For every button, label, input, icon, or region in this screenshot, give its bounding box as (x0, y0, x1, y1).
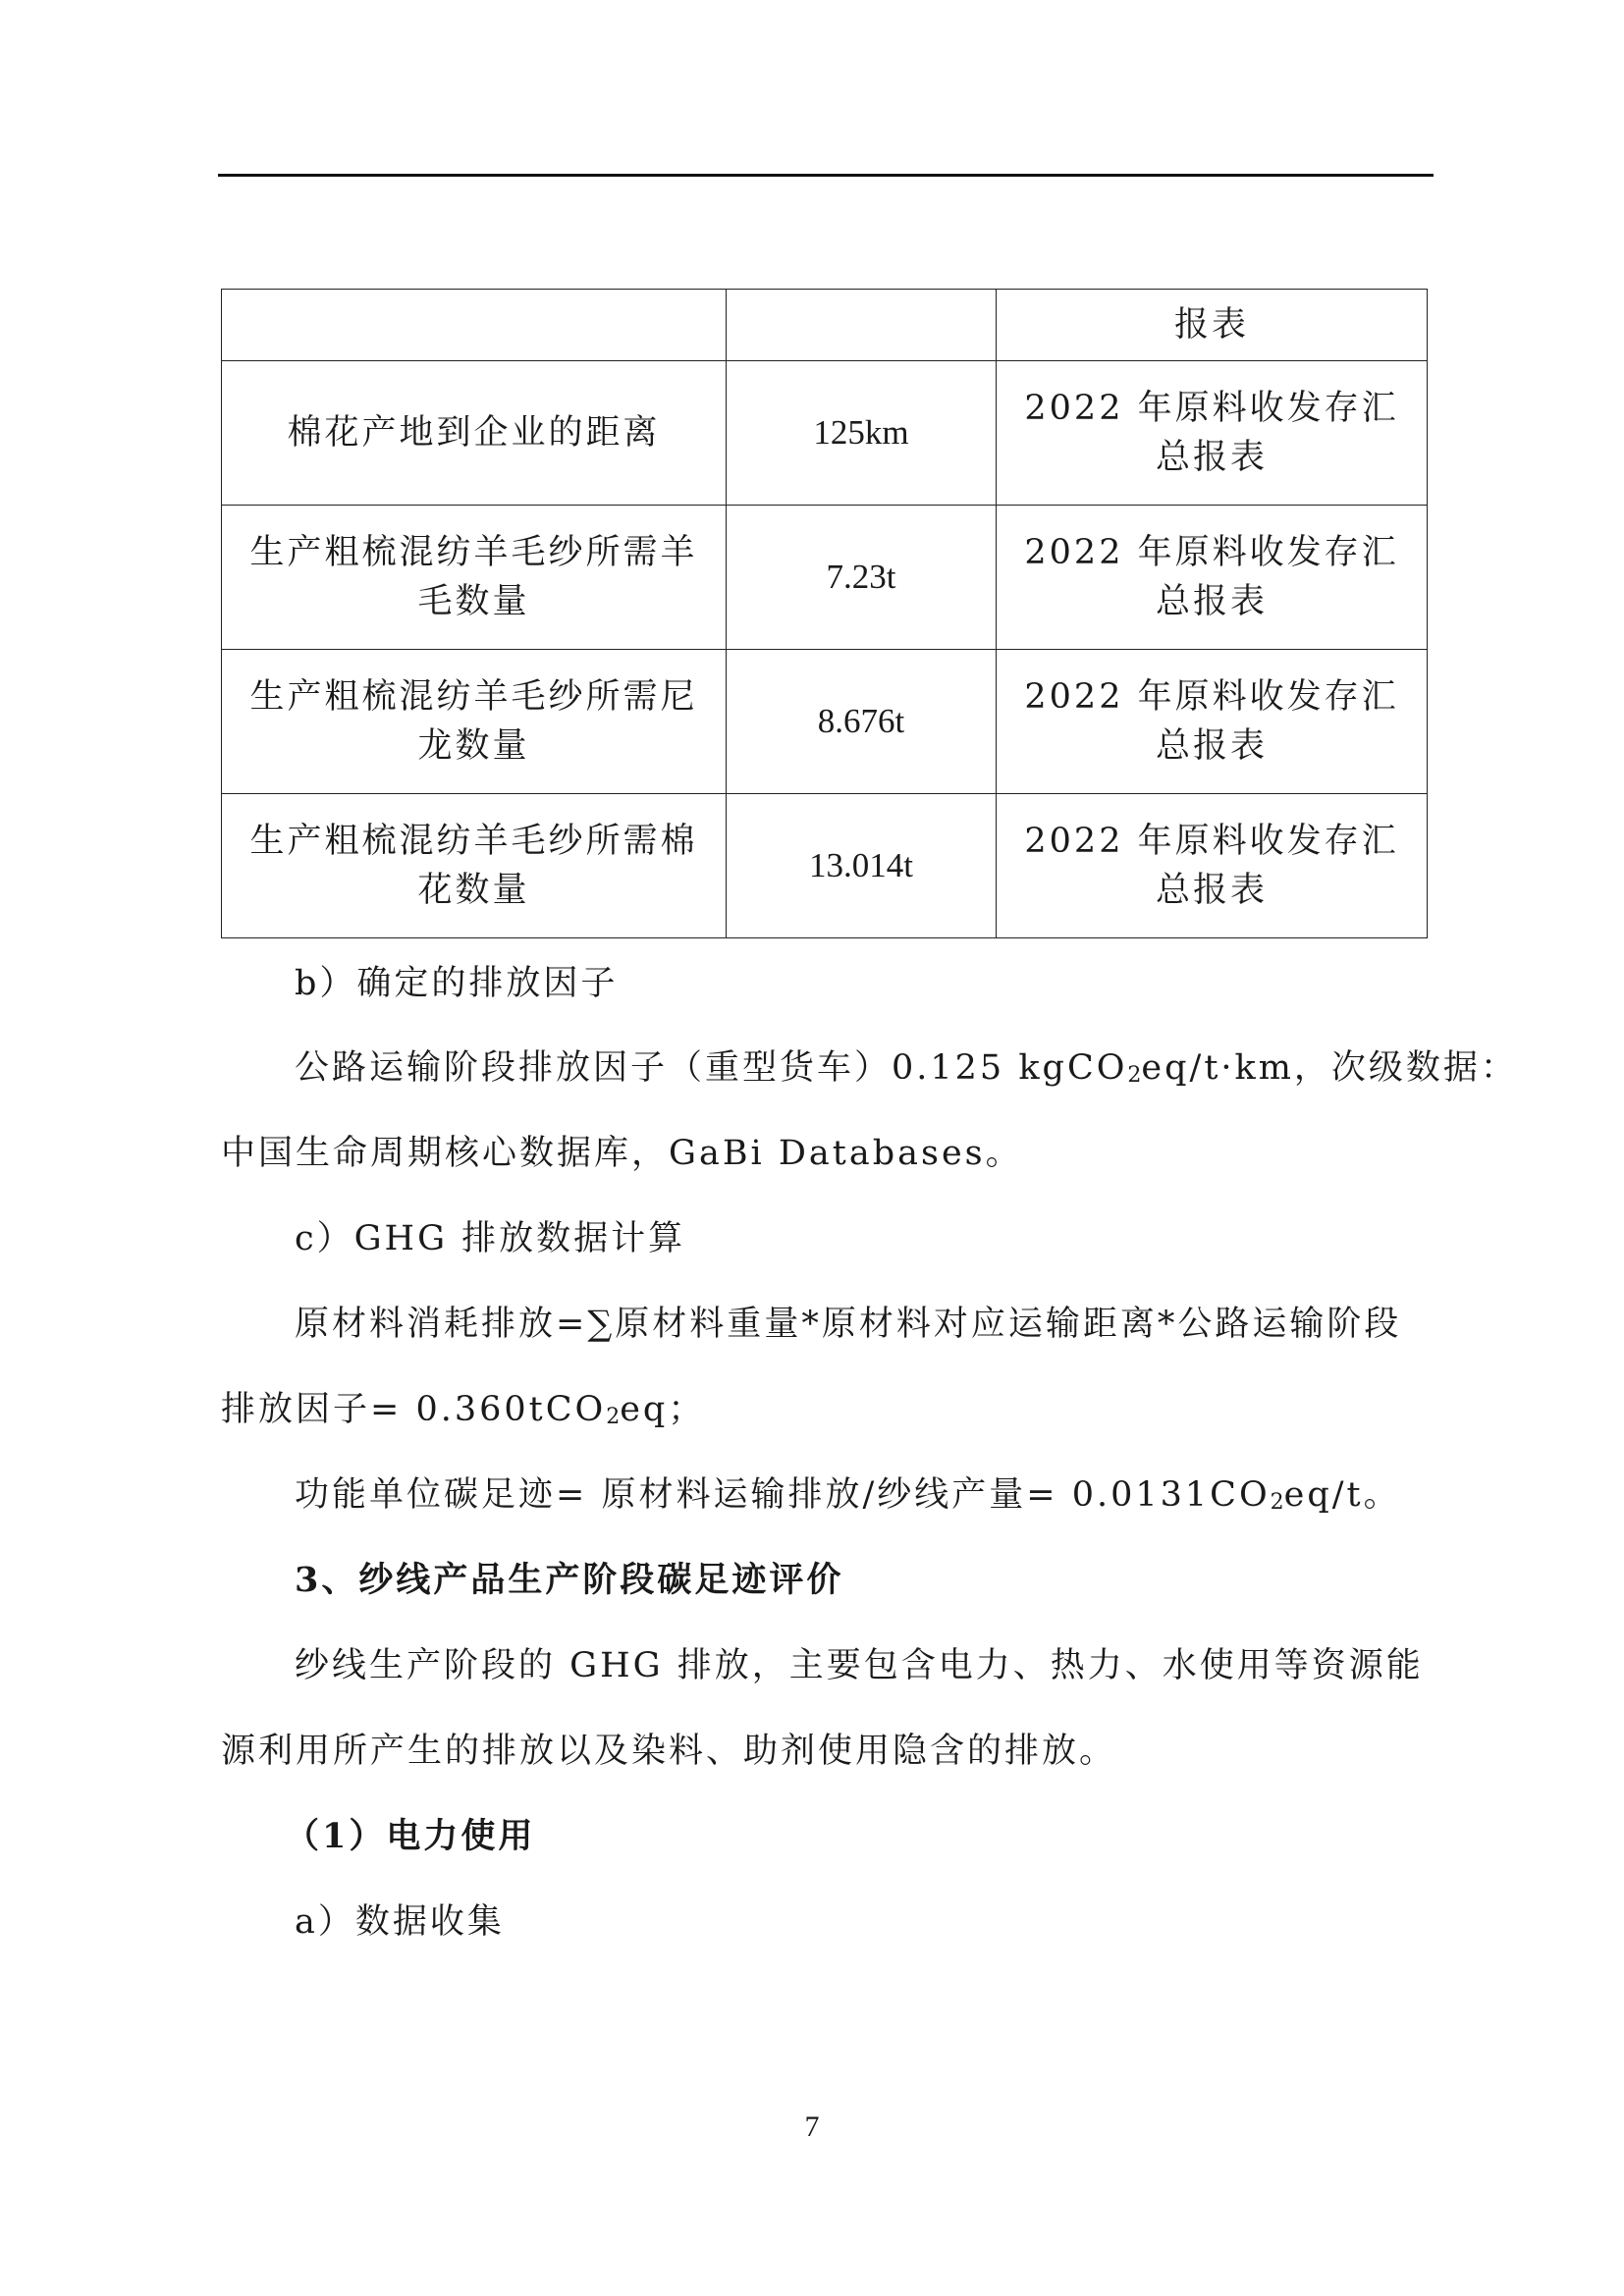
calc-line-2 (221, 1384, 1429, 1443)
collect-heading: a）数据收集 (295, 1902, 505, 1942)
footprint-line (295, 1469, 1429, 1528)
page-number: 7 (804, 2110, 820, 2143)
section-line-1: 纱线生产阶段的 GHG 排放，主要包含电力、热力、水使用等资源能 (295, 1646, 1424, 1685)
table-cell-item: 棉花产地到企业的距离 (222, 361, 727, 506)
table-cell-value: 13.014t (727, 794, 997, 938)
calc-heading: c）GHG 排放数据计算 (295, 1219, 686, 1258)
table-row (222, 794, 1428, 938)
calc-text-tail: eq； (620, 1390, 706, 1429)
table-cell-source: 2022 年原料收发存汇总报表 (997, 650, 1428, 794)
table-cell-item: 生产粗梳混纺羊毛纱所需棉花数量 (222, 794, 727, 938)
section-line-2: 源利用所产生的排放以及染料、助剂使用隐含的排放。 (221, 1732, 1117, 1771)
table-cell-source: 2022 年原料收发存汇总报表 (997, 794, 1428, 938)
calc-text: 排放因子= 0.360tCO (221, 1390, 607, 1429)
table-cell-value: 8.676t (727, 650, 997, 794)
subscript: 2 (606, 1405, 621, 1429)
table-cell-value: 125km (727, 361, 997, 506)
table-row (222, 650, 1428, 794)
table-cell-item (222, 290, 727, 361)
header-rule (218, 174, 1434, 177)
factor-line-2: 中国生命周期核心数据库，GaBi Databases。 (221, 1134, 1023, 1173)
footprint-text: 功能单位碳足迹= 原材料运输排放/纱线产量= 0.0131CO (295, 1475, 1271, 1515)
table-row (222, 290, 1428, 361)
table-row (222, 361, 1428, 506)
data-table (221, 289, 1428, 938)
table-cell-value: 7.23t (727, 506, 997, 650)
table-cell-item: 生产粗梳混纺羊毛纱所需尼龙数量 (222, 650, 727, 794)
subscript: 2 (1127, 1063, 1142, 1088)
table-cell-source: 报表 (997, 290, 1428, 361)
subscript: 2 (1270, 1490, 1284, 1515)
footprint-text-tail: eq/t。 (1283, 1475, 1401, 1515)
table-cell-value (727, 290, 997, 361)
table-cell-item: 生产粗梳混纺羊毛纱所需羊毛数量 (222, 506, 727, 650)
factor-heading: b）确定的排放因子 (295, 964, 619, 1003)
table-cell-source: 2022 年原料收发存汇总报表 (997, 361, 1428, 506)
table-cell-source: 2022 年原料收发存汇总报表 (997, 506, 1428, 650)
calc-line-1: 原材料消耗排放=∑原材料重量*原材料对应运输距离*公路运输阶段 (295, 1305, 1402, 1344)
factor-text: 公路运输阶段排放因子（重型货车）0.125 kgCO (295, 1048, 1128, 1088)
factor-line-1 (295, 1042, 1518, 1101)
factor-text-tail: eq/t·km，次级数据： (1141, 1048, 1518, 1088)
section-heading: 3、纱线产品生产阶段碳足迹评价 (295, 1560, 844, 1600)
table-row (222, 506, 1428, 650)
sub-heading: （1）电力使用 (285, 1816, 536, 1856)
